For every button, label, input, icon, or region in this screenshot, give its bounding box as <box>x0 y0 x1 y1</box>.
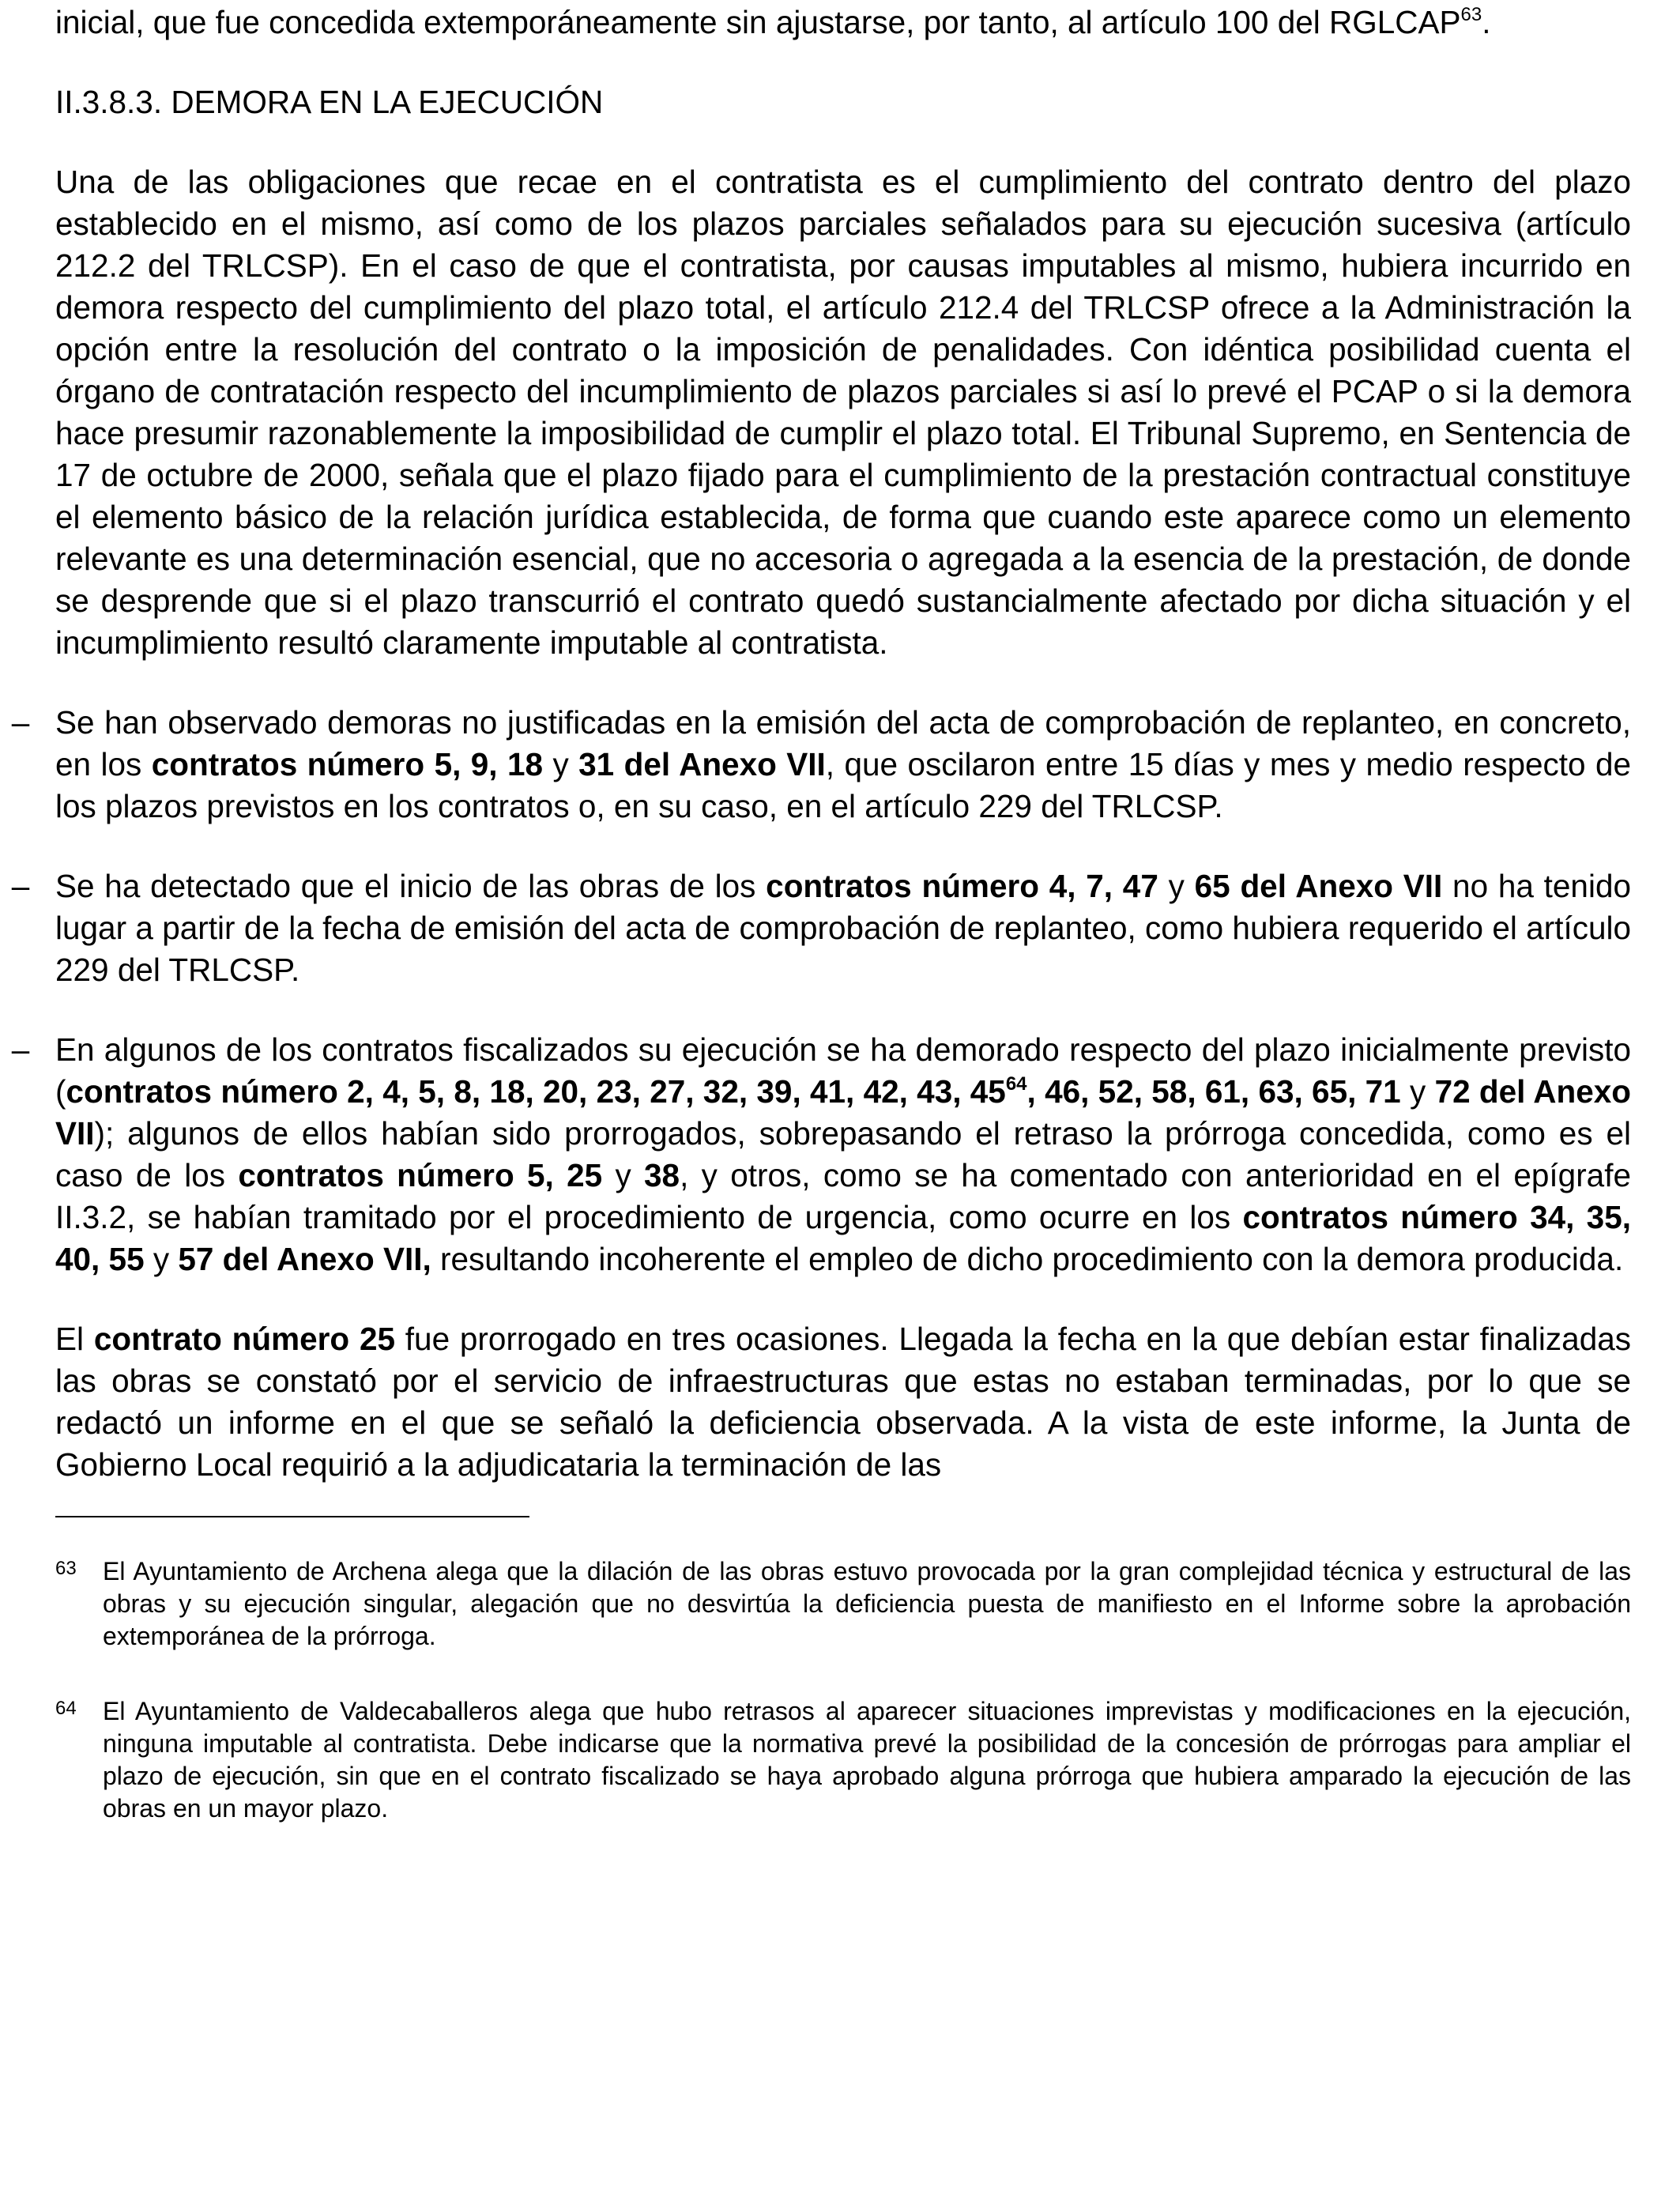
final-bold: contrato número 25 <box>93 1321 395 1357</box>
section-heading: II.3.8.3. DEMORA EN LA EJECUCIÓN <box>55 84 604 120</box>
bullet3-bold-1: contratos número 2, 4, 5, 8, 18, 20, 23, 27, 32, 39, 41, 42, 43, 45 <box>66 1073 1006 1110</box>
bullet3-text-h: resultando incoherente el empleo de dicho procedimiento con la demora producida. <box>431 1241 1624 1277</box>
bullet3-bold-3: contratos número 5, 25 <box>238 1157 603 1193</box>
bullet3-text-f: , y otros, como se ha comentado con anterioridad en el epígrafe II.3.2, se habían tramitado por el procedimiento de urgencia, como ocurre en los <box>55 1157 1631 1235</box>
footnote-ref-64[interactable]: 64 <box>1005 1073 1027 1095</box>
footnote-64 <box>55 1695 1631 1825</box>
final-paragraph <box>55 1318 1631 1486</box>
bullet3-text-d: ); algunos de ellos habían sido prorrogados, sobrepasando el retraso la prórroga concedida, como es el caso de los <box>55 1115 1631 1193</box>
footnote-63 <box>55 1555 1631 1653</box>
bullet3-text-e: y <box>602 1157 645 1193</box>
top-paragraph-end: . <box>1482 4 1491 40</box>
top-paragraph-text: inicial, que fue concedida extemporáneamente sin ajustarse, por tanto, al artículo 100 del RGLCAP <box>55 4 1461 40</box>
footnote-ref-63[interactable]: 63 <box>1460 4 1482 25</box>
bullet3-text-a: En algunos de los contratos fiscalizados su ejecución se ha demorado respecto del plazo inicialmente previsto ( <box>55 1031 1631 1110</box>
bullet3-bold-1b: , 46, 52, 58, 61, 63, 65, 71 <box>1026 1073 1401 1110</box>
bullet1-text-c: y <box>543 746 579 782</box>
final-text-a: El <box>55 1321 94 1357</box>
bullet-item-2 <box>11 865 1632 991</box>
bullet-dash-icon: – <box>11 704 30 741</box>
bullet2-bold-1: contratos número 4, 7, 47 <box>766 868 1158 904</box>
bullet-item-3 <box>11 1029 1631 1280</box>
intro-paragraph: Una de las obligaciones que recae en el contratista es el cumplimiento del contrato dentro del plazo establecido en el mismo, así como de los plazos parciales señalados para su ejecución sucesiva (artículo 212.2 del TRLCSP). En el caso de que el contratista, por causas imputables al mismo, hubiera incurrido en demora respecto del cumplimiento del plazo total, el artículo 212.4 del TRLCSP ofrece a la Administración la opción entre la resolución del contrato o la imposición de penalidades. Con idéntica posibilidad cuenta el órgano de contratación respecto del incumplimiento de plazos parciales si así lo prevé el PCAP o si la demora hace presumir razonablemente la imposibilidad de cumplir el plazo total. El Tribunal Supremo, en Sentencia de 17 de octubre de 2000, señala que el plazo fijado para el cumplimiento de la prestación contractual constituye el elemento básico de la relación jurídica establecida, de forma que cuando este aparece como un elemento relevante es una determinación esencial, que no accesoria o agregada a la esencia de la prestación, de donde se desprende que si el plazo transcurrió el contrato quedó sustancialmente afectado por dicha situación y el incumplimiento resultó claramente imputable al contratista. <box>55 164 1631 661</box>
bullet3-bold-4: 38 <box>644 1157 680 1193</box>
footnote-text: El Ayuntamiento de Valdecaballeros alega que hubo retrasos al aparecer situaciones imprevistas y modificaciones en la ejecución, ninguna imputable al contratista. Debe indicarse que la normativa prevé la posibilidad de la concesión de prórrogas para ampliar el plazo de ejecución, sin que en el contrato fiscalizado se haya aprobado alguna prórroga que hubiera amparado la ejecución de las obras en un mayor plazo. <box>103 1697 1631 1823</box>
bullet3-text-g: y <box>144 1241 179 1277</box>
bullet2-text-c: y <box>1158 868 1195 904</box>
bullet1-text-a: Se han observado demoras no justificadas en la emisión del acta de comprobación de replanteo, en concreto, en los <box>55 704 1631 782</box>
document-page <box>11 0 1632 1825</box>
bullet-dash-icon: – <box>11 1031 30 1068</box>
bullet2-text-a: Se ha detectado que el inicio de las obras de los <box>55 868 767 904</box>
footnote-separator <box>55 1516 529 1517</box>
footnote-text: El Ayuntamiento de Archena alega que la dilación de las obras estuvo provocada por la gran complejidad técnica y estructural de las obras y su ejecución singular, alegación que no desvirtúa la deficiencia puesta de manifiesto en el Informe sobre la aprobación extemporánea de la prórroga. <box>103 1557 1631 1650</box>
bullet3-bold-6: 57 del Anexo VII, <box>178 1241 431 1277</box>
bullet3-text-c: y <box>1400 1073 1435 1110</box>
bullet-dash-icon: – <box>11 868 30 904</box>
bullet3-bold-5: contratos número 34, 35, 40, 55 <box>55 1199 1631 1277</box>
bullet1-bold-2: 31 del Anexo VII <box>578 746 826 782</box>
bullet1-bold-1: contratos número 5, 9, 18 <box>151 746 544 782</box>
bullet2-text-d: no ha tenido lugar a partir de la fecha de emisión del acta de comprobación de replanteo, como hubiera requerido el artículo 229 del TRLCSP. <box>55 868 1632 988</box>
bullet-item-1 <box>11 702 1632 827</box>
bullet1-text-d: , que oscilaron entre 15 días y mes y medio respecto de los plazos previstos en los contratos o, en su caso, en el artículo 229 del TRLCSP. <box>55 746 1632 824</box>
top-paragraph <box>55 0 1631 43</box>
bullet3-bold-2: 72 del Anexo VII <box>55 1073 1631 1152</box>
footnote-number: 63 <box>55 1558 77 1579</box>
bullet2-bold-2: 65 del Anexo VII <box>1194 868 1443 904</box>
final-text-c: fue prorrogado en tres ocasiones. Llegada la fecha en la que debían estar finalizadas las obras se constató por el servicio de infraestructuras que estas no estaban terminadas, por lo que se redactó un informe en el que se señaló la deficiencia observada. A la vista de este informe, la Junta de Gobierno Local requirió a la adjudicataria la terminación de las <box>55 1321 1631 1483</box>
footnote-number: 64 <box>55 1698 77 1719</box>
